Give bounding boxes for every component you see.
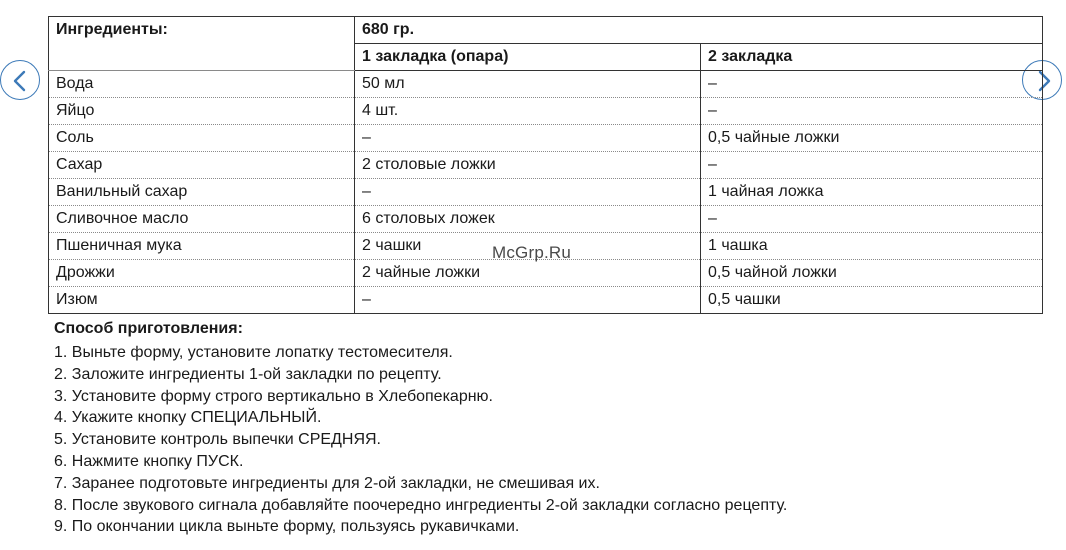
method-step: 3. Установите форму строго вертикально в Хлебопекарню.: [54, 387, 493, 405]
second-addition-cell: –: [701, 71, 1043, 98]
ingredients-header: Ингредиенты:: [49, 17, 355, 44]
ingredient-name-cell: Сахар: [49, 152, 355, 179]
second-addition-cell: 0,5 чашки: [701, 287, 1043, 314]
ingredient-name-cell: Сливочное масло: [49, 206, 355, 233]
ingredient-name-cell: Яйцо: [49, 98, 355, 125]
blank-header-cell: [49, 44, 355, 71]
chevron-left-icon: [1, 61, 41, 101]
second-addition-cell: –: [701, 152, 1043, 179]
method-step: 6. Нажмите кнопку ПУСК.: [54, 452, 244, 470]
table-row: [49, 125, 1043, 152]
method-step: 1. Выньте форму, установите лопатку тестомесителя.: [54, 344, 453, 361]
method-step: 8. После звукового сигнала добавляйте поочередно ингредиенты 2-ой закладки согласно рецепту.: [54, 496, 788, 514]
first-addition-cell: 2 столовые ложки: [355, 152, 701, 179]
table-subheader-row: [49, 44, 1043, 71]
table-header-row: [49, 17, 1043, 44]
second-addition-cell: 0,5 чайные ложки: [701, 125, 1043, 152]
method-title: Способ приготовления:: [54, 320, 243, 337]
second-addition-cell: 0,5 чайной ложки: [701, 260, 1043, 287]
table-row: [49, 287, 1043, 314]
second-addition-cell: 1 чашка: [701, 233, 1043, 260]
prev-page-button[interactable]: [0, 60, 40, 100]
first-addition-cell: 6 столовых ложек: [355, 206, 701, 233]
table-row: [49, 179, 1043, 206]
first-addition-cell: 50 мл: [355, 71, 701, 98]
ingredient-name-cell: Соль: [49, 125, 355, 152]
method-step: 9. По окончании цикла выньте форму, пользуясь рукавичками.: [54, 518, 520, 536]
table-row: [49, 260, 1043, 287]
ingredient-name-cell: Дрожжи: [49, 260, 355, 287]
table-row: [49, 206, 1043, 233]
first-addition-cell: –: [355, 179, 701, 206]
first-addition-cell: 4 шт.: [355, 98, 701, 125]
ingredient-name-cell: Изюм: [49, 287, 355, 314]
ingredient-name-cell: Ванильный сахар: [49, 179, 355, 206]
method-section: [54, 319, 1044, 538]
watermark: McGrp.Ru: [492, 243, 572, 262]
second-addition-header: 2 закладка: [701, 44, 1043, 71]
ingredients-table: [48, 16, 1043, 314]
table-row: [49, 152, 1043, 179]
first-addition-cell: –: [355, 287, 701, 314]
method-step: 5. Установите контроль выпечки СРЕДНЯЯ.: [54, 431, 381, 449]
method-step: 2. Заложите ингредиенты 1-ой закладки по рецепту.: [54, 365, 442, 383]
table-row: [49, 71, 1043, 98]
second-addition-cell: –: [701, 206, 1043, 233]
method-step: 7. Заранее подготовьте ингредиенты для 2-ой закладки, не смешивая их.: [54, 474, 600, 492]
method-steps-list: [54, 342, 1044, 538]
first-addition-cell: 2 чашки: [355, 233, 701, 260]
table-row: [49, 98, 1043, 125]
weight-header: 680 гр.: [355, 17, 1043, 44]
second-addition-cell: –: [701, 98, 1043, 125]
first-addition-cell: 2 чайные ложки: [355, 260, 701, 287]
ingredient-name-cell: Пшеничная мука: [49, 233, 355, 260]
second-addition-cell: 1 чайная ложка: [701, 179, 1043, 206]
method-step: 4. Укажите кнопку СПЕЦИАЛЬНЫЙ.: [54, 409, 322, 427]
first-addition-cell: –: [355, 125, 701, 152]
ingredient-name-cell: Вода: [49, 71, 355, 98]
first-addition-header: 1 закладка (опара): [355, 44, 701, 71]
